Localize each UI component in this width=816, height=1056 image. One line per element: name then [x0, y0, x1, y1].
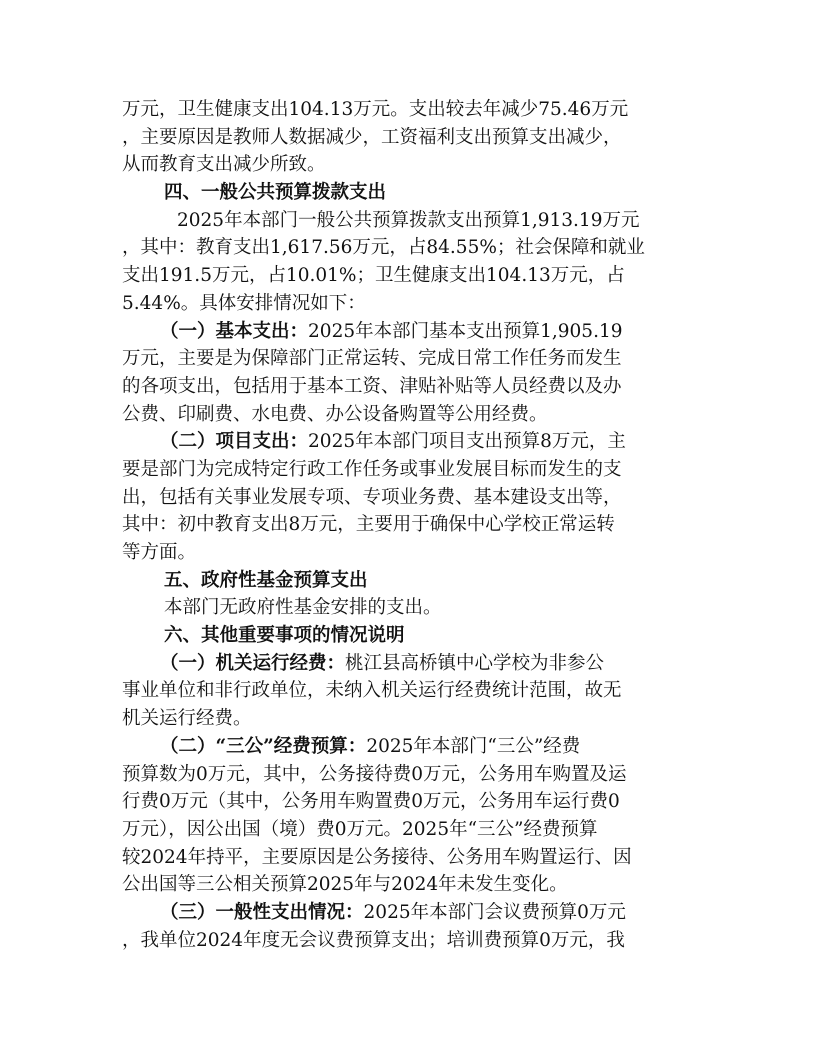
text-run: 2025年本部门基本支出预算1,905.19: [308, 320, 623, 342]
text-line: 要是部门为完成特定行政工作任务或事业发展目标而发生的支: [122, 458, 622, 480]
text-line: ，主要原因是教师人数据减少，工资福利支出预算支出减少，: [122, 126, 622, 148]
text-line: 等方面。: [122, 542, 197, 563]
text-line: 万元，卫生健康支出104.13万元。支出较去年减少75.46万元: [122, 99, 629, 120]
text-line: 公费、印刷费、水电费、办公设备购置等公用经费。: [122, 403, 548, 425]
text-run: 桃江县高桥镇中心学校为非参公: [345, 652, 605, 674]
text-line: 的各项支出，包括用于基本工资、津贴补贴等人员经费以及办: [122, 375, 622, 397]
text-line: 万元，主要是为保障部门正常运转、完成日常工作任务而发生: [122, 348, 622, 370]
item-marker: （三）: [160, 901, 216, 923]
text-line: 从而教育支出减少所致。: [122, 154, 326, 176]
item-marker: （一）: [160, 652, 216, 674]
text-line: [122, 899, 702, 927]
text-line: 公出国等三公相关预算2025年与2024年未发生变化。: [122, 874, 568, 896]
subheading-basic-expenditure: 基本支出：: [215, 320, 309, 342]
text-line: 支出191.5万元，占10.01%；卫生健康支出104.13万元，占: [122, 265, 625, 287]
text-run: 2025年本部门“三公”经费: [366, 735, 581, 757]
text-line: [122, 318, 702, 346]
text-line: 较2024年持平，主要原因是公务接待、公务用车购置运行、因: [122, 846, 632, 868]
section-heading-5: 五、政府性基金预算支出: [164, 569, 368, 591]
text-line: 其中：初中教育支出8万元，主要用于确保中心学校正常运转: [122, 514, 615, 536]
text-line: [122, 650, 702, 678]
text-line: 本部门无政府性基金安排的支出。: [164, 597, 442, 619]
text-line: 出，包括有关事业发展专项、专项业务费、基本建设支出等，: [122, 486, 622, 508]
text-line: [122, 733, 702, 761]
item-marker: （一）: [160, 320, 216, 342]
item-marker: （二）: [160, 735, 216, 757]
subheading-operating-costs: 机关运行经费：: [215, 652, 346, 674]
item-marker: （二）: [160, 431, 216, 453]
text-line: 事业单位和非行政单位，未纳入机关运行经费统计范围，故无: [122, 680, 622, 702]
text-line: 万元），因公出国（境）费0万元。2025年“三公”经费预算: [122, 818, 598, 840]
text-line: 5.44%。具体安排情况如下：: [122, 292, 366, 314]
subheading-project-expenditure: 项目支出：: [215, 431, 309, 453]
text-line: 预算数为0万元，其中，公务接待费0万元，公务用车购置及运: [122, 763, 627, 785]
text-line: 2025年本部门一般公共预算拨款支出预算1,913.19万元: [177, 209, 640, 231]
text-line: 行费0万元（其中，公务用车购置费0万元，公务用车运行费0: [122, 791, 620, 813]
document-body: [122, 96, 702, 954]
subheading-three-public-expenses: “三公”经费预算：: [215, 735, 367, 757]
text-line: [122, 428, 702, 456]
text-run: 2025年本部门项目支出预算8万元，主: [308, 431, 626, 453]
text-line: ，我单位2024年度无会议费预算支出；培训费预算0万元，我: [122, 929, 625, 951]
section-heading-4: 四、一般公共预算拨款支出: [164, 182, 387, 204]
text-run: 2025年本部门会议费预算0万元: [363, 901, 626, 923]
section-heading-6: 六、其他重要事项的情况说明: [164, 625, 405, 647]
text-line: 机关运行经费。: [122, 708, 252, 730]
text-line: ，其中：教育支出1,617.56万元，占84.55%；社会保障和就业: [122, 237, 645, 259]
subheading-general-expenditure: 一般性支出情况：: [215, 901, 364, 923]
